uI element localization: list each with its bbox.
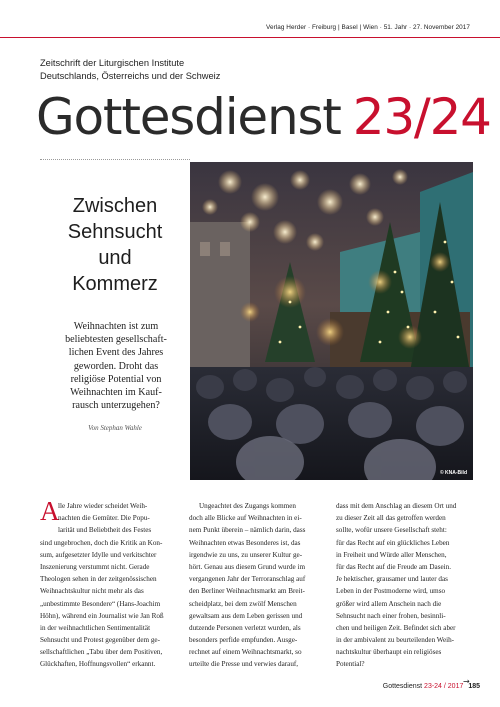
- body-line: urteilte die Presse und verwies darauf,: [189, 660, 299, 669]
- body-line: vergangenen Jahr der Terroranschlag auf: [189, 575, 306, 584]
- teaser-line: religiöse Potential von: [70, 373, 162, 385]
- body-line: in Freiheit und Würde aller Menschen,: [336, 550, 447, 559]
- body-line: den Berliner Weihnachtsmarkt am Breit-: [189, 587, 305, 596]
- page-footer: [383, 683, 480, 690]
- teaser-line: rausch unterzugehen?: [72, 400, 160, 412]
- body-line: Potential?: [336, 660, 365, 669]
- subtitle-line-1: Zeitschrift der Liturgischen Institute: [40, 58, 185, 68]
- body-line: Leben in der Postmoderne wird, umso: [336, 587, 446, 596]
- body-line: „unbestimmte Besondere“ (Hans-Joachim: [40, 599, 161, 608]
- teaser-line: geworden. Droht das: [73, 360, 159, 372]
- subtitle-line-2: Deutschlands, Österreichs und der Schweiz: [40, 71, 221, 81]
- teaser-line: Weihnachten im Kauf-: [70, 387, 162, 399]
- article-column-2: [189, 500, 327, 671]
- footer-magazine: Gottesdienst: [382, 683, 423, 690]
- body-line: Sehnsucht nach einer frohen, besinnli-: [336, 611, 446, 620]
- body-line: in der weihnachtlichen Sentimentalität: [40, 623, 151, 632]
- body-line: Sehnsucht und Protest gegenüber dem ge-: [40, 636, 160, 645]
- article-teaser: [46, 320, 186, 412]
- headline-line: Zwischen: [72, 195, 158, 217]
- photo-credit: © KNA-Bild: [439, 470, 467, 476]
- byline: Von Stephan Wahle: [88, 424, 142, 432]
- body-line: zu dieser Zeit all das getroffen werden: [336, 514, 446, 523]
- body-line: sum, aufgesetzter Idylle und verkitschter: [40, 550, 157, 559]
- christmas-market-photo: [190, 162, 473, 480]
- body-line: scheidplatz, bei dem zwölf Menschen: [189, 599, 297, 608]
- body-line: Höhn), während ein Journalist wie Jan Roß: [40, 611, 164, 620]
- body-line: Inszenierung verstummt nicht. Gerade: [40, 562, 150, 571]
- body-line: Ungeachtet des Zugangs kommen: [199, 502, 296, 510]
- masthead: [36, 84, 491, 150]
- body-line: besonders perfide empfunden. Ausge-: [189, 636, 298, 645]
- divider: [40, 159, 190, 160]
- teaser-line: beliebtesten gesellschaft-: [65, 334, 167, 346]
- body-line: Weihnachten etwas Besonderes ist, das: [189, 538, 301, 547]
- photo-illustration: [190, 162, 473, 480]
- headline-line: und: [98, 247, 132, 269]
- body-line: chen und heiligen Zeit. Befindet sich aber: [336, 623, 456, 632]
- body-line: Theologen sehen in der zeitgenössischen: [40, 575, 157, 584]
- article-headline: [40, 193, 190, 297]
- body-line: gewaltsam aus dem Leben gerissen und: [189, 611, 303, 620]
- body-line: dass mit dem Anschlag an diesem Ort und: [336, 502, 457, 510]
- body-line: rechnet auf einem Weihnachtsmarkt, so: [189, 648, 302, 657]
- publisher-line: Verlag Herder · Freiburg | Basel | Wien · 51. Jahr · 27. November 2017: [266, 24, 470, 31]
- body-line: in der ambivalent zu beurteilenden Weih-: [336, 636, 455, 645]
- body-line: Weihnachtskultur nicht mehr als das: [40, 587, 144, 596]
- body-line: für das Recht auf ein glückliches Leben: [336, 538, 450, 547]
- body-line: nem Punkt überein – nämlich darin, dass: [189, 526, 306, 535]
- arrow-right-icon: →: [463, 677, 470, 686]
- body-line: Glückhaften, Hoffnungsvollen“ erkannt.: [40, 660, 156, 669]
- journal-subtitle: [40, 57, 340, 83]
- masthead-issue: 23/24: [352, 88, 491, 146]
- drop-cap: A: [40, 496, 60, 526]
- publisher-header: [0, 0, 500, 38]
- headline-line: Kommerz: [72, 273, 158, 295]
- teaser-line: Weihnachten ist zum: [73, 321, 159, 332]
- body-line: für das Recht auf die Freude am Dasein.: [336, 562, 452, 571]
- article-column-1: [40, 496, 178, 671]
- body-line: larität und Beliebtheit des Festes: [58, 526, 152, 535]
- body-line: nachten die Gemüter. Die Popu-: [58, 514, 150, 523]
- teaser-line: lichen Event des Jahres: [68, 347, 164, 359]
- body-line: größer wird allem Anschein nach die: [336, 599, 442, 608]
- body-line: dutzende Personen verletzt wurden, als: [189, 623, 301, 632]
- page-number: 185: [468, 683, 480, 690]
- masthead-title: Gottesdienst: [36, 88, 341, 146]
- body-line: sind ungebrochen, doch die Kritik an Kon-: [40, 538, 163, 547]
- footer-issue: 23-24 / 2017: [424, 683, 464, 690]
- article-column-3: [336, 500, 474, 671]
- body-line: irgendwie zu uns, zu unserer Kultur ge-: [189, 550, 303, 559]
- body-line: nachtskultur überhaupt ein religiöses: [336, 648, 442, 657]
- body-line: sellschaftlichen „Tabu über dem Positiven,: [40, 648, 163, 657]
- body-line: doch alle Blicke auf Weihnachten in ei-: [189, 514, 302, 523]
- body-line: Je hektischer, grausamer und lauter das: [336, 575, 448, 584]
- body-line: lle Jahre wieder scheidet Weih-: [58, 502, 148, 510]
- body-line: hört. Genau aus diesem Grund wurde im: [189, 562, 306, 571]
- body-line: sollte, wofür unsere Gesellschaft steht:: [336, 526, 447, 535]
- headline-line: Sehnsucht: [67, 221, 163, 243]
